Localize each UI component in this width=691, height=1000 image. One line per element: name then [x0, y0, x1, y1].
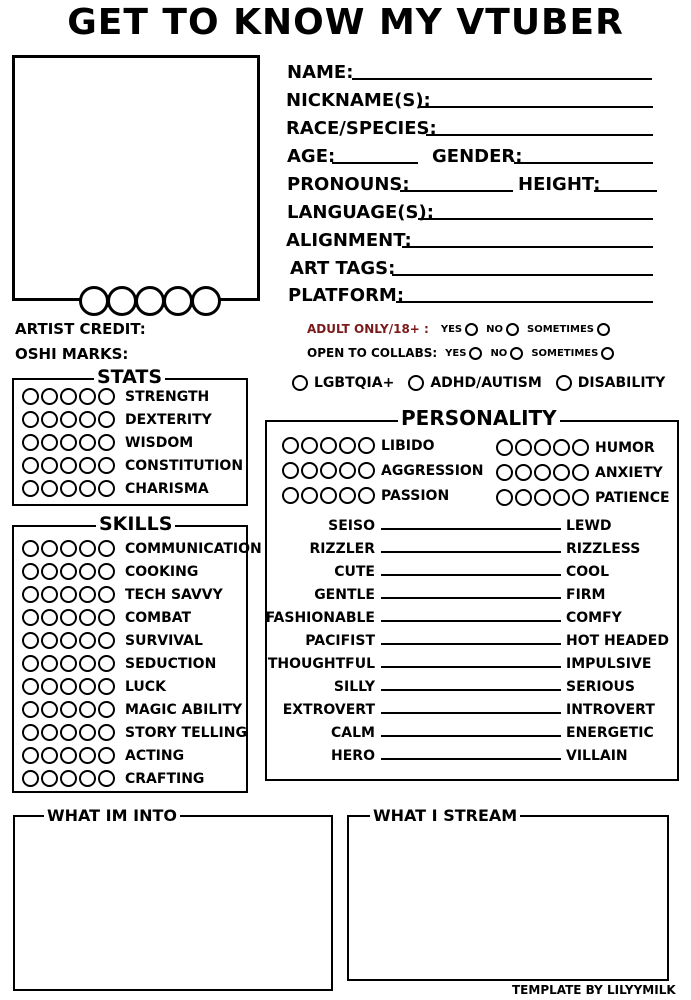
- stat-row: [22, 411, 212, 428]
- alignment-label: ALIGNMENT:: [286, 230, 412, 251]
- skills-title: SKILLS: [96, 513, 175, 535]
- rating-circle[interactable]: [60, 747, 77, 764]
- skill-row: [22, 563, 198, 580]
- rating-circle[interactable]: [22, 586, 39, 603]
- rating-circle[interactable]: [79, 678, 96, 695]
- race-label: RACE/SPECIES:: [286, 118, 437, 139]
- rating-circle[interactable]: [358, 487, 375, 504]
- adult-yes-label: YES: [440, 323, 463, 335]
- rating-circle[interactable]: [282, 487, 299, 504]
- rating-circle[interactable]: [41, 678, 58, 695]
- trait-rating: [282, 487, 375, 504]
- trait-rating: [496, 439, 589, 456]
- scale-left-label: HERO: [331, 748, 375, 764]
- scale-right-label: COOL: [566, 564, 609, 580]
- rating-circle[interactable]: [60, 457, 77, 474]
- scale-right-label: COMFY: [566, 610, 622, 626]
- trait-row: [496, 464, 663, 481]
- stat-row: [22, 480, 209, 497]
- rating-circle[interactable]: [41, 632, 58, 649]
- scale-right-label: VILLAIN: [566, 748, 628, 764]
- stat-row: [22, 434, 193, 451]
- trait-row: [496, 439, 655, 456]
- rating-circle[interactable]: [98, 609, 115, 626]
- trait-row: [496, 489, 670, 506]
- trait-rating: [282, 437, 375, 454]
- rating-circle[interactable]: [22, 480, 39, 497]
- trait-label: AGGRESSION: [381, 462, 484, 479]
- rating-circle[interactable]: [320, 487, 337, 504]
- rating-circle[interactable]: [553, 439, 570, 456]
- rating-circle[interactable]: [496, 489, 513, 506]
- rating-circle[interactable]: [79, 701, 96, 718]
- rating-circle[interactable]: [41, 586, 58, 603]
- height-label: HEIGHT:: [518, 174, 601, 195]
- rating-circle[interactable]: [358, 462, 375, 479]
- scale-left-label: SEISO: [328, 518, 375, 534]
- rating-circle[interactable]: [572, 464, 589, 481]
- rating-circle[interactable]: [553, 489, 570, 506]
- scale-left-label: EXTROVERT: [282, 702, 375, 718]
- collabs-sometimes-radio[interactable]: [601, 347, 614, 360]
- scale-line[interactable]: [381, 597, 561, 599]
- collabs-no-label: NO: [490, 347, 508, 359]
- trait-label: ANXIETY: [595, 464, 663, 481]
- skill-label: SEDUCTION: [125, 655, 217, 672]
- rating-circle[interactable]: [41, 540, 58, 557]
- rating-circle[interactable]: [339, 437, 356, 454]
- rating-circle[interactable]: [79, 540, 96, 557]
- skill-rating: [22, 724, 115, 741]
- rating-circle[interactable]: [79, 724, 96, 741]
- lgbtqia-label: LGBTQIA+: [314, 375, 395, 391]
- scale-row: [268, 587, 668, 607]
- rating-circle[interactable]: [22, 388, 39, 405]
- skill-label: TECH SAVVY: [125, 586, 223, 603]
- rating-circle[interactable]: [60, 609, 77, 626]
- scale-left-label: RIZZLER: [309, 541, 375, 557]
- adhd-label: ADHD/AUTISM: [430, 375, 542, 391]
- adult-yes-radio[interactable]: [465, 323, 478, 336]
- rating-circle[interactable]: [79, 434, 96, 451]
- stat-label: WISDOM: [125, 434, 194, 451]
- scale-line[interactable]: [381, 551, 561, 553]
- height-line[interactable]: [594, 190, 657, 192]
- scale-row: [268, 564, 668, 584]
- pronouns-label: PRONOUNS:: [287, 174, 410, 195]
- stat-label: DEXTERITY: [125, 411, 212, 428]
- skill-label: COOKING: [125, 563, 199, 580]
- trait-label: LIBIDO: [381, 437, 435, 454]
- collabs-yes-radio[interactable]: [469, 347, 482, 360]
- stat-label: CHARISMA: [125, 480, 209, 497]
- rating-circle[interactable]: [60, 586, 77, 603]
- rating-circle[interactable]: [41, 701, 58, 718]
- rating-circle[interactable]: [22, 411, 39, 428]
- skill-rating: [22, 701, 115, 718]
- scale-row: [268, 541, 668, 561]
- into-box[interactable]: [13, 815, 333, 991]
- rating-circle[interactable]: [572, 489, 589, 506]
- portrait-box[interactable]: [12, 55, 260, 301]
- rating-circle[interactable]: [534, 439, 551, 456]
- skill-rating: [22, 563, 115, 580]
- personality-title: PERSONALITY: [398, 406, 560, 430]
- skill-row: [22, 701, 242, 718]
- rating-circle[interactable]: [98, 586, 115, 603]
- trait-row: [282, 462, 484, 479]
- skill-rating: [22, 770, 115, 787]
- rating-circle[interactable]: [98, 540, 115, 557]
- trait-rating: [496, 464, 589, 481]
- skill-rating: [22, 655, 115, 672]
- footer-credit: TEMPLATE BY LILYYMILK: [512, 983, 676, 997]
- rating-circle[interactable]: [41, 388, 58, 405]
- rating-circle[interactable]: [41, 480, 58, 497]
- scale-right-label: RIZZLESS: [566, 541, 641, 557]
- skill-row: [22, 632, 203, 649]
- art-tags-label: ART TAGS:: [290, 258, 396, 279]
- scale-left-label: CUTE: [334, 564, 375, 580]
- rating-circle[interactable]: [79, 770, 96, 787]
- pronouns-line[interactable]: [400, 190, 513, 192]
- scale-row: [268, 679, 668, 699]
- rating-circle[interactable]: [60, 770, 77, 787]
- stat-label: STRENGTH: [125, 388, 210, 405]
- skill-label: ACTING: [125, 747, 185, 764]
- name-line[interactable]: [352, 78, 652, 80]
- scale-right-label: INTROVERT: [566, 702, 655, 718]
- rating-circle[interactable]: [60, 480, 77, 497]
- rating-circle[interactable]: [496, 439, 513, 456]
- rating-circle[interactable]: [98, 701, 115, 718]
- skill-label: LUCK: [125, 678, 166, 695]
- rating-circle[interactable]: [98, 632, 115, 649]
- rating-circle[interactable]: [320, 462, 337, 479]
- oshi-circle[interactable]: [135, 286, 165, 316]
- rating-circle[interactable]: [98, 678, 115, 695]
- scale-right-label: SERIOUS: [566, 679, 635, 695]
- rating-circle[interactable]: [41, 655, 58, 672]
- stat-rating: [22, 457, 115, 474]
- skill-rating: [22, 632, 115, 649]
- rating-circle[interactable]: [22, 770, 39, 787]
- oshi-circle[interactable]: [107, 286, 137, 316]
- rating-circle[interactable]: [320, 437, 337, 454]
- scale-right-label: FIRM: [566, 587, 606, 603]
- name-label: NAME:: [287, 62, 354, 83]
- collabs-row: [307, 346, 622, 360]
- scale-line[interactable]: [381, 528, 561, 530]
- scale-row: [268, 656, 668, 676]
- scale-right-label: LEWD: [566, 518, 612, 534]
- page-title: GET TO KNOW MY VTUBER: [67, 2, 624, 43]
- scale-left-label: THOUGHTFUL: [267, 656, 375, 672]
- rating-circle[interactable]: [339, 487, 356, 504]
- skill-row: [22, 678, 166, 695]
- trait-label: PASSION: [381, 487, 450, 504]
- rating-circle[interactable]: [41, 609, 58, 626]
- oshi-marks-label: OSHI MARKS:: [15, 345, 129, 363]
- platform-label: PLATFORM:: [288, 285, 405, 306]
- rating-circle[interactable]: [79, 609, 96, 626]
- skill-row: [22, 655, 216, 672]
- rating-circle[interactable]: [515, 439, 532, 456]
- adult-no-radio[interactable]: [506, 323, 519, 336]
- rating-circle[interactable]: [79, 586, 96, 603]
- scale-row: [268, 518, 668, 538]
- rating-circle[interactable]: [572, 439, 589, 456]
- rating-circle[interactable]: [98, 747, 115, 764]
- scale-right-label: ENERGETIC: [566, 725, 654, 741]
- rating-circle[interactable]: [60, 724, 77, 741]
- art-tags-line[interactable]: [392, 274, 653, 276]
- collabs-sometimes-label: SOMETIMES: [531, 347, 599, 359]
- disability-label: DISABILITY: [577, 375, 666, 391]
- rating-circle[interactable]: [515, 464, 532, 481]
- adult-row: [307, 322, 618, 336]
- rating-circle[interactable]: [60, 632, 77, 649]
- scale-line[interactable]: [381, 758, 561, 760]
- rating-circle[interactable]: [98, 434, 115, 451]
- rating-circle[interactable]: [22, 563, 39, 580]
- identity-row: [292, 375, 665, 391]
- stat-label: CONSTITUTION: [125, 457, 244, 474]
- scale-line[interactable]: [381, 666, 561, 668]
- rating-circle[interactable]: [41, 457, 58, 474]
- rating-circle[interactable]: [79, 457, 96, 474]
- oshi-mark-circles: [79, 286, 221, 316]
- into-title: WHAT IM INTO: [44, 806, 180, 825]
- rating-circle[interactable]: [22, 540, 39, 557]
- rating-circle[interactable]: [41, 411, 58, 428]
- rating-circle[interactable]: [534, 489, 551, 506]
- stream-box[interactable]: [347, 815, 669, 981]
- scale-row: [265, 610, 668, 630]
- stat-rating: [22, 434, 115, 451]
- age-line[interactable]: [332, 162, 418, 164]
- collabs-no-radio[interactable]: [510, 347, 523, 360]
- rating-circle[interactable]: [301, 462, 318, 479]
- scale-row: [268, 748, 668, 768]
- stat-row: [22, 457, 243, 474]
- rating-circle[interactable]: [60, 388, 77, 405]
- rating-circle[interactable]: [22, 724, 39, 741]
- lgbtqia-radio[interactable]: [292, 375, 308, 391]
- skill-row: [22, 609, 191, 626]
- rating-circle[interactable]: [301, 437, 318, 454]
- rating-circle[interactable]: [358, 437, 375, 454]
- skill-row: [22, 747, 184, 764]
- oshi-circle[interactable]: [163, 286, 193, 316]
- rating-circle[interactable]: [41, 724, 58, 741]
- skill-rating: [22, 678, 115, 695]
- rating-circle[interactable]: [79, 388, 96, 405]
- artist-credit-label: ARTIST CREDIT:: [15, 320, 146, 338]
- scale-left-label: CALM: [331, 725, 375, 741]
- rating-circle[interactable]: [79, 480, 96, 497]
- scale-left-label: FASHIONABLE: [265, 610, 375, 626]
- rating-circle[interactable]: [79, 563, 96, 580]
- languages-line[interactable]: [418, 218, 653, 220]
- nicknames-label: NICKNAME(S):: [286, 90, 431, 111]
- nicknames-line[interactable]: [420, 106, 653, 108]
- rating-circle[interactable]: [515, 489, 532, 506]
- adult-no-label: NO: [486, 323, 503, 335]
- rating-circle[interactable]: [22, 678, 39, 695]
- skill-label: COMMUNICATION: [125, 540, 262, 557]
- adult-sometimes-radio[interactable]: [597, 323, 610, 336]
- skill-row: [22, 770, 204, 787]
- stat-row: [22, 388, 209, 405]
- scale-line[interactable]: [381, 574, 561, 576]
- scale-row: [268, 633, 668, 653]
- scale-left-label: GENTLE: [314, 587, 375, 603]
- rating-circle[interactable]: [98, 411, 115, 428]
- rating-circle[interactable]: [301, 487, 318, 504]
- scale-line[interactable]: [381, 643, 561, 645]
- scale-right-label: IMPULSIVE: [566, 656, 652, 672]
- rating-circle[interactable]: [41, 563, 58, 580]
- oshi-circle[interactable]: [191, 286, 221, 316]
- rating-circle[interactable]: [22, 609, 39, 626]
- scale-row: [268, 702, 668, 722]
- rating-circle[interactable]: [60, 655, 77, 672]
- rating-circle[interactable]: [553, 464, 570, 481]
- scale-right-label: HOT HEADED: [566, 633, 669, 649]
- rating-circle[interactable]: [22, 457, 39, 474]
- skill-row: [22, 724, 247, 741]
- rating-circle[interactable]: [22, 747, 39, 764]
- rating-circle[interactable]: [41, 434, 58, 451]
- rating-circle[interactable]: [60, 411, 77, 428]
- rating-circle[interactable]: [98, 480, 115, 497]
- skill-label: STORY TELLING: [125, 724, 247, 741]
- rating-circle[interactable]: [98, 655, 115, 672]
- stats-title: STATS: [94, 366, 165, 388]
- platform-line[interactable]: [396, 301, 653, 303]
- trait-rating: [282, 462, 375, 479]
- rating-circle[interactable]: [60, 563, 77, 580]
- rating-circle[interactable]: [282, 437, 299, 454]
- skill-rating: [22, 747, 115, 764]
- skill-rating: [22, 586, 115, 603]
- age-label: AGE:: [287, 146, 336, 167]
- rating-circle[interactable]: [98, 724, 115, 741]
- trait-label: PATIENCE: [595, 489, 670, 506]
- skill-rating: [22, 540, 115, 557]
- oshi-circle[interactable]: [79, 286, 109, 316]
- rating-circle[interactable]: [22, 632, 39, 649]
- race-line[interactable]: [426, 134, 653, 136]
- rating-circle[interactable]: [79, 632, 96, 649]
- skill-row: [22, 540, 262, 557]
- rating-circle[interactable]: [41, 770, 58, 787]
- trait-row: [282, 487, 449, 504]
- rating-circle[interactable]: [22, 701, 39, 718]
- disability-radio[interactable]: [556, 375, 572, 391]
- alignment-line[interactable]: [402, 246, 653, 248]
- stat-rating: [22, 388, 115, 405]
- scale-line[interactable]: [381, 735, 561, 737]
- skill-label: COMBAT: [125, 609, 192, 626]
- gender-line[interactable]: [514, 162, 653, 164]
- rating-circle[interactable]: [79, 655, 96, 672]
- rating-circle[interactable]: [41, 747, 58, 764]
- rating-circle[interactable]: [60, 701, 77, 718]
- collabs-yes-label: YES: [445, 347, 467, 359]
- rating-circle[interactable]: [79, 411, 96, 428]
- rating-circle[interactable]: [98, 457, 115, 474]
- rating-circle[interactable]: [60, 434, 77, 451]
- rating-circle[interactable]: [79, 747, 96, 764]
- rating-circle[interactable]: [534, 464, 551, 481]
- trait-rating: [496, 489, 589, 506]
- rating-circle[interactable]: [98, 563, 115, 580]
- adhd-radio[interactable]: [408, 375, 424, 391]
- stat-rating: [22, 480, 115, 497]
- scale-row: [268, 725, 668, 745]
- trait-label: HUMOR: [595, 439, 655, 456]
- scale-line[interactable]: [381, 689, 561, 691]
- rating-circle[interactable]: [98, 770, 115, 787]
- rating-circle[interactable]: [60, 540, 77, 557]
- stream-title: WHAT I STREAM: [370, 806, 520, 825]
- scale-left-label: PACIFIST: [305, 633, 375, 649]
- rating-circle[interactable]: [282, 462, 299, 479]
- skill-rating: [22, 609, 115, 626]
- rating-circle[interactable]: [496, 464, 513, 481]
- rating-circle[interactable]: [22, 434, 39, 451]
- languages-label: LANGUAGE(S):: [287, 202, 434, 223]
- skill-label: CRAFTING: [125, 770, 205, 787]
- scale-left-label: SILLY: [333, 679, 375, 695]
- adult-label: ADULT ONLY/18+ :: [307, 322, 429, 336]
- trait-row: [282, 437, 435, 454]
- rating-circle[interactable]: [60, 678, 77, 695]
- rating-circle[interactable]: [98, 388, 115, 405]
- skill-label: SURVIVAL: [125, 632, 203, 649]
- scale-line[interactable]: [381, 620, 561, 622]
- rating-circle[interactable]: [339, 462, 356, 479]
- adult-sometimes-label: SOMETIMES: [527, 323, 595, 335]
- rating-circle[interactable]: [22, 655, 39, 672]
- scale-line[interactable]: [381, 712, 561, 714]
- skill-row: [22, 586, 223, 603]
- stat-rating: [22, 411, 115, 428]
- collabs-label: OPEN TO COLLABS:: [307, 346, 438, 360]
- skill-label: MAGIC ABILITY: [125, 701, 243, 718]
- gender-label: GENDER:: [432, 146, 523, 167]
